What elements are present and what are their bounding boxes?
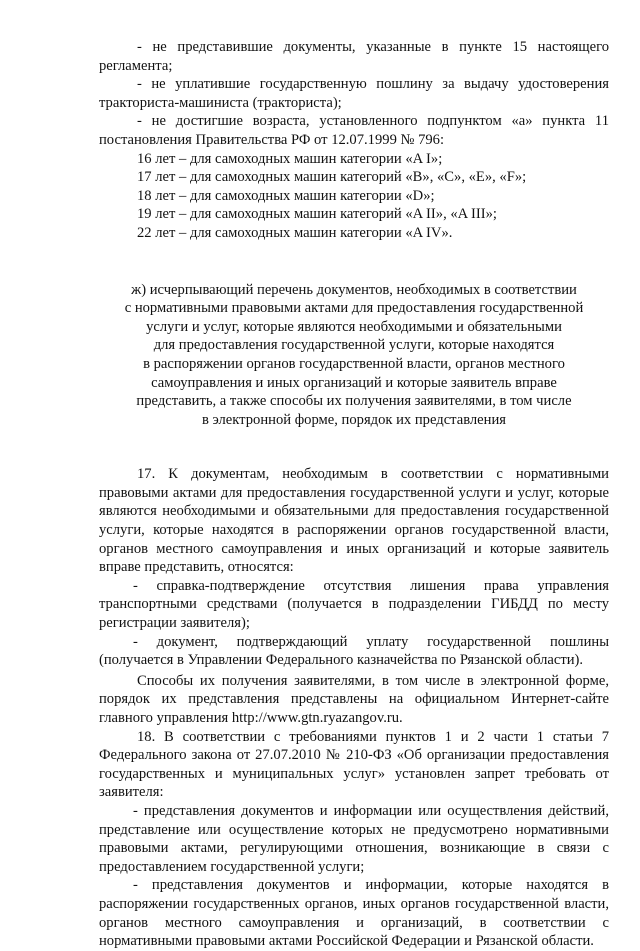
- document-body: [99, 38, 609, 951]
- list-item-prohibition-documents: - представления документов и информации, которые находятся в распоряжении государственных органов, иных органов государственной власти, органов местного самоуправления и организаций, в соответствии с нормативными правовыми актами Российской Федерации и Рязанской области.: [99, 877, 609, 950]
- heading-line: для предоставления государственной услуги, которые находятся: [153, 337, 555, 354]
- age-item: 18 лет – для самоходных машин категории «D»;: [137, 187, 435, 204]
- heading-line: услуги и услуг, которые являются необходимыми и обязательными: [146, 318, 562, 335]
- list-item-no-fee: - не уплатившие государственную пошлину за выдачу удостоверения тракториста-машиниста (тракториста);: [99, 76, 609, 111]
- list-item-certificate: - справка-подтверждение отсутствия лишения права управления транспортными средствами (получается в подразделении ГИБДД по месту регистрации заявителя);: [99, 577, 609, 632]
- list-item-payment-document: - документ, подтверждающий уплату государственной пошлины (получается в Управлении Федерального казначейства по Рязанской области).: [99, 633, 609, 669]
- heading-line: в распоряжении органов государственной власти, органов местного: [143, 355, 565, 372]
- age-item: 22 лет – для самоходных машин категории «A IV».: [137, 224, 453, 241]
- paragraph-17: 17. К документам, необходимым в соответствии с нормативными правовыми актами для предоставления государственной услуги и услуг, которые являются необходимыми и обязательными для предоставления государственной услуги, которые находятся в распоряжении органов государственной власти, органов местного самоуправления и иных организаций и которые заявитель вправе представить, относятся:: [99, 466, 609, 576]
- heading-line: представить, а также способы их получения заявителями, в том числе: [136, 393, 572, 410]
- list-item-no-documents: - не представившие документы, указанные в пункте 15 настоящего регламента;: [99, 39, 609, 74]
- heading-line: самоуправления и иных организаций и которые заявитель вправе: [151, 374, 557, 391]
- age-item: 16 лет – для самоходных машин категории «A I»;: [137, 150, 443, 167]
- heading-line: с нормативными правовыми актами для предоставления государственной: [124, 300, 584, 317]
- heading-line: в электронной форме, порядок их представления: [201, 411, 506, 428]
- paragraph-18: 18. В соответствии с требованиями пунктов 1 и 2 части 1 статьи 7 Федерального закона от 27.07.2010 № 210-ФЗ «Об организации предоставления государственных и муниципальных услуг» установлен запрет требовать от заявителя:: [99, 728, 609, 801]
- paragraph-ways: Способы их получения заявителями, в том числе в электронной форме, порядок их представления представлены на официальном Интернет-сайте главного управления http://www.gtn.ryazangov.ru.: [99, 672, 609, 726]
- heading-line: ж) исчерпывающий перечень документов, необходимых в соответствии: [131, 281, 577, 298]
- list-item-age: - не достигшие возраста, установленного подпунктом «а» пункта 11 постановления Правительства РФ от 12.07.1999 № 796:: [99, 113, 609, 148]
- list-item-prohibition-actions: - представления документов и информации или осуществления действий, представление или осуществление которых не предусмотрено нормативными правовыми актами, регулирующими отношения, возникающие в связи с предоставлением государственной услуги;: [99, 802, 609, 875]
- age-item: 17 лет – для самоходных машин категорий «B», «C», «E», «F»;: [137, 169, 527, 186]
- section-heading: [99, 281, 609, 430]
- age-item: 19 лет – для самоходных машин категорий «A II», «A III»;: [137, 206, 497, 223]
